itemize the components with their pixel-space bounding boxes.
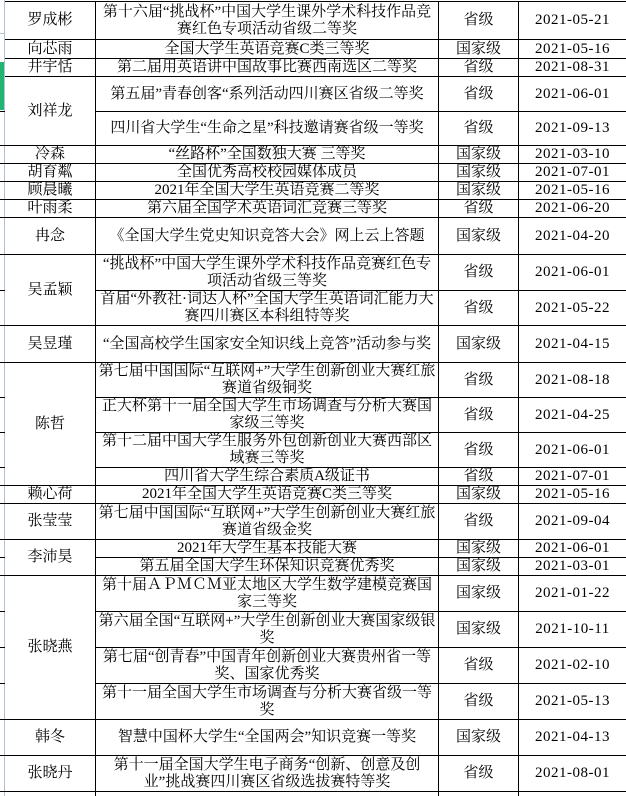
award-level-cell[interactable]: 省级 xyxy=(439,255,519,291)
award-title-cell[interactable]: 2021年全国大学生英语竞赛C类三等奖 xyxy=(96,486,439,504)
sheet-row-border xyxy=(0,397,5,398)
student-name-cell[interactable]: 叶雨柔 xyxy=(5,200,96,218)
green-cell-fill xyxy=(0,62,4,110)
award-title-cell[interactable]: 第十届ＡＰＭＣＭ亚太地区大学生数学建模竞赛国家三等奖 xyxy=(96,576,439,612)
sheet-row-border xyxy=(0,432,5,433)
sheet-row-border xyxy=(0,254,5,255)
table-row xyxy=(5,684,626,720)
sheet-row-border xyxy=(0,755,5,756)
sheet-row-border xyxy=(0,362,5,363)
award-title-cell[interactable]: 智慧中国杯大学生“全国两会”知识竞赛一等奖 xyxy=(96,720,439,756)
award-date-cell[interactable]: 2021-06-01 xyxy=(519,77,626,112)
awards-table xyxy=(4,1,626,796)
award-level-cell[interactable]: 省级 xyxy=(439,2,519,40)
award-level-cell[interactable]: 国家级 xyxy=(439,164,519,182)
student-name-cell[interactable]: 井宇恬 xyxy=(5,59,96,77)
award-level-cell[interactable]: 国家级 xyxy=(439,218,519,255)
award-date-cell[interactable]: 2021-05-16 xyxy=(519,182,626,200)
sheet-row-border xyxy=(0,503,5,504)
table-row xyxy=(5,182,626,200)
award-level-cell[interactable]: 国家级 xyxy=(439,612,519,648)
award-title-cell[interactable]: 《全国大学生党史知识竞答大会》网上云上答题 xyxy=(96,218,439,255)
award-title-cell[interactable]: 全国优秀高校校园媒体成员 xyxy=(96,164,439,182)
student-name-cell[interactable]: 吴昱瑾 xyxy=(5,326,96,363)
award-level-cell[interactable]: 省级 xyxy=(439,77,519,112)
sheet-row-border xyxy=(0,163,5,164)
table-row xyxy=(5,77,626,112)
table-row xyxy=(5,200,626,218)
student-name-cell[interactable]: 张晓燕 xyxy=(5,576,96,720)
empty-cell xyxy=(519,792,626,796)
sheet-row-border xyxy=(0,611,5,612)
student-name-cell[interactable]: 吴孟颖 xyxy=(5,255,96,326)
award-level-cell[interactable]: 国家级 xyxy=(439,720,519,756)
award-level-cell[interactable]: 省级 xyxy=(439,684,519,720)
cutoff-left-column xyxy=(0,0,5,796)
award-date-cell[interactable]: 2021-02-10 xyxy=(519,648,626,684)
table-row xyxy=(5,255,626,291)
award-date-cell[interactable]: 2021-03-01 xyxy=(519,558,626,576)
award-title-cell[interactable]: 首届“外教社·词达人杯”全国大学生英语词汇能力大赛四川赛区本科组特等奖 xyxy=(96,291,439,326)
table-row xyxy=(5,398,626,433)
award-level-cell[interactable]: 省级 xyxy=(439,291,519,326)
award-date-cell[interactable]: 2021-05-16 xyxy=(519,486,626,504)
student-name-cell[interactable]: 刘祥龙 xyxy=(5,77,96,146)
award-title-cell[interactable]: 第六届全国学术英语词汇竞赛三等奖 xyxy=(96,200,439,218)
student-name-cell[interactable]: 张莹莹 xyxy=(5,504,96,540)
award-date-cell[interactable]: 2021-01-22 xyxy=(519,576,626,612)
award-date-cell[interactable]: 2021-08-01 xyxy=(519,756,626,792)
partial-table-row xyxy=(5,792,626,796)
empty-cell xyxy=(5,792,96,796)
table-row xyxy=(5,720,626,756)
award-title-cell[interactable]: “全国高校学生国家安全知识线上竞答”活动参与奖 xyxy=(96,326,439,363)
sheet-row-border xyxy=(0,575,5,576)
award-date-cell[interactable]: 2021-05-22 xyxy=(519,291,626,326)
table-row xyxy=(5,59,626,77)
awards-table-body xyxy=(5,2,626,796)
award-date-cell[interactable]: 2021-09-13 xyxy=(519,112,626,146)
award-date-cell[interactable]: 2021-08-18 xyxy=(519,363,626,398)
sheet-row-border xyxy=(0,111,5,112)
table-row xyxy=(5,291,626,326)
award-date-cell[interactable]: 2021-05-21 xyxy=(519,2,626,40)
award-title-cell[interactable]: 第六届全国“互联网+”大学生创新创业大赛国家级银奖 xyxy=(96,612,439,648)
award-level-cell[interactable]: 国家级 xyxy=(439,182,519,200)
award-title-cell[interactable]: 2021年全国大学生英语竞赛二等奖 xyxy=(96,182,439,200)
student-name-cell[interactable]: 韩冬 xyxy=(5,720,96,756)
award-title-cell[interactable]: 第十二届中国大学生服务外包创新创业大赛西部区域赛三等奖 xyxy=(96,433,439,468)
student-name-cell[interactable]: 向芯雨 xyxy=(5,40,96,59)
table-row xyxy=(5,612,626,648)
award-level-cell[interactable]: 省级 xyxy=(439,112,519,146)
award-title-cell[interactable]: 第七届中国国际“互联网+”大学生创新创业大赛红旅赛道省级金奖 xyxy=(96,504,439,540)
table-row xyxy=(5,40,626,59)
award-level-cell[interactable]: 省级 xyxy=(439,59,519,77)
award-date-cell[interactable]: 2021-07-01 xyxy=(519,164,626,182)
table-row xyxy=(5,2,626,40)
sheet-row-border xyxy=(0,325,5,326)
award-level-cell[interactable]: 国家级 xyxy=(439,540,519,558)
award-date-cell[interactable]: 2021-04-25 xyxy=(519,398,626,433)
award-level-cell[interactable]: 国家级 xyxy=(439,576,519,612)
award-title-cell[interactable]: 全国大学生英语竞赛C类三等奖 xyxy=(96,40,439,59)
award-level-cell[interactable]: 国家级 xyxy=(439,558,519,576)
student-name-cell[interactable]: 胡育粼 xyxy=(5,164,96,182)
award-date-cell[interactable]: 2021-06-20 xyxy=(519,200,626,218)
table-row xyxy=(5,363,626,398)
award-date-cell[interactable]: 2021-06-01 xyxy=(519,433,626,468)
award-date-cell[interactable]: 2021-04-20 xyxy=(519,218,626,255)
award-title-cell[interactable]: 第二届用英语讲中国故事比赛西南选区二等奖 xyxy=(96,59,439,77)
student-name-cell[interactable]: 罗成彬 xyxy=(5,2,96,40)
empty-cell xyxy=(96,792,439,796)
sheet-gridline xyxy=(0,33,5,34)
award-level-cell[interactable]: 省级 xyxy=(439,504,519,540)
student-name-cell[interactable]: 陈哲 xyxy=(5,363,96,486)
award-level-cell[interactable]: 省级 xyxy=(439,756,519,792)
award-title-cell[interactable]: “丝路杯”全国数独大赛 三等奖 xyxy=(96,146,439,164)
award-level-cell[interactable]: 国家级 xyxy=(439,146,519,164)
award-date-cell[interactable]: 2021-06-01 xyxy=(519,540,626,558)
award-title-cell[interactable]: “挑战杯”中国大学生课外学术科技作品竞赛红色专项活动省级三等奖 xyxy=(96,255,439,291)
award-title-cell[interactable]: 正大杯第十一届全国大学生市场调查与分析大赛国家级三等奖 xyxy=(96,398,439,433)
table-row xyxy=(5,112,626,146)
award-date-cell[interactable]: 2021-10-11 xyxy=(519,612,626,648)
award-date-cell[interactable]: 2021-08-31 xyxy=(519,59,626,77)
award-title-cell[interactable]: 四川省大学生综合素质A级证书 xyxy=(96,468,439,486)
sheet-row-border xyxy=(0,557,5,558)
award-date-cell[interactable]: 2021-03-10 xyxy=(519,146,626,164)
table-row xyxy=(5,164,626,182)
table-row xyxy=(5,218,626,255)
table-row xyxy=(5,468,626,486)
award-date-cell[interactable]: 2021-06-01 xyxy=(519,255,626,291)
award-level-cell[interactable]: 省级 xyxy=(439,363,519,398)
award-level-cell[interactable]: 国家级 xyxy=(439,40,519,59)
award-date-cell[interactable]: 2021-05-16 xyxy=(519,40,626,59)
sheet-row-border xyxy=(0,683,5,684)
award-level-cell[interactable]: 省级 xyxy=(439,468,519,486)
sheet-row-border xyxy=(0,647,5,648)
award-level-cell[interactable]: 省级 xyxy=(439,433,519,468)
table-row xyxy=(5,558,626,576)
award-title-cell[interactable]: 第七届“创青春”中国青年创新创业大赛贵州省一等奖、国家优秀奖 xyxy=(96,648,439,684)
sheet-row-border xyxy=(0,485,5,486)
award-title-cell[interactable]: 第十六届“挑战杯”中国大学生课外学术科技作品竞赛红色专项活动省级二等奖 xyxy=(96,2,439,40)
sheet-row-border xyxy=(0,181,5,182)
table-row xyxy=(5,146,626,164)
award-level-cell[interactable]: 省级 xyxy=(439,200,519,218)
table-row xyxy=(5,756,626,792)
sheet-row-border xyxy=(0,217,5,218)
award-level-cell[interactable]: 省级 xyxy=(439,398,519,433)
sheet-row-border xyxy=(0,467,5,468)
student-name-cell[interactable]: 冷森 xyxy=(5,146,96,164)
award-title-cell[interactable]: 2021年大学生基本技能大赛 xyxy=(96,540,439,558)
award-title-cell[interactable]: 第十一届全国大学生市场调查与分析大赛省级一等奖 xyxy=(96,684,439,720)
table-row xyxy=(5,433,626,468)
award-date-cell[interactable]: 2021-04-15 xyxy=(519,326,626,363)
award-title-cell[interactable]: 四川省大学生“生命之星”科技邀请赛省级一等奖 xyxy=(96,112,439,146)
award-title-cell[interactable]: 第十一届全国大学生电子商务“创新、创意及创业”挑战赛四川赛区省级选拔赛特等奖 xyxy=(96,756,439,792)
student-name-cell[interactable]: 顾晨曦 xyxy=(5,182,96,200)
award-level-cell[interactable]: 省级 xyxy=(439,648,519,684)
table-row xyxy=(5,504,626,540)
student-name-cell[interactable]: 赖心荷 xyxy=(5,486,96,504)
award-date-cell[interactable]: 2021-05-13 xyxy=(519,684,626,720)
table-row xyxy=(5,326,626,363)
award-level-cell[interactable]: 国家级 xyxy=(439,326,519,363)
sheet-row-border xyxy=(0,719,5,720)
award-level-cell[interactable]: 国家级 xyxy=(439,486,519,504)
student-name-cell[interactable]: 张晓丹 xyxy=(5,756,96,792)
award-title-cell[interactable]: 第五届”青春创客“系列活动四川赛区省级二等奖 xyxy=(96,77,439,112)
award-title-cell[interactable]: 第七届中国国际“互联网+”大学生创新创业大赛红旅赛道省级铜奖 xyxy=(96,363,439,398)
award-date-cell[interactable]: 2021-07-01 xyxy=(519,468,626,486)
sheet-row-border xyxy=(0,199,5,200)
empty-cell xyxy=(439,792,519,796)
sheet-row-border xyxy=(0,290,5,291)
table-row xyxy=(5,648,626,684)
student-name-cell[interactable]: 李沛昊 xyxy=(5,540,96,576)
table-row xyxy=(5,540,626,558)
sheet-row-border xyxy=(0,791,5,792)
award-title-cell[interactable]: 第五届全国大学生环保知识竞赛优秀奖 xyxy=(96,558,439,576)
award-date-cell[interactable]: 2021-09-04 xyxy=(519,504,626,540)
sheet-row-border xyxy=(0,539,5,540)
table-row xyxy=(5,486,626,504)
sheet-row-border xyxy=(0,145,5,146)
student-name-cell[interactable]: 冉念 xyxy=(5,218,96,255)
award-date-cell[interactable]: 2021-04-13 xyxy=(519,720,626,756)
table-row xyxy=(5,576,626,612)
